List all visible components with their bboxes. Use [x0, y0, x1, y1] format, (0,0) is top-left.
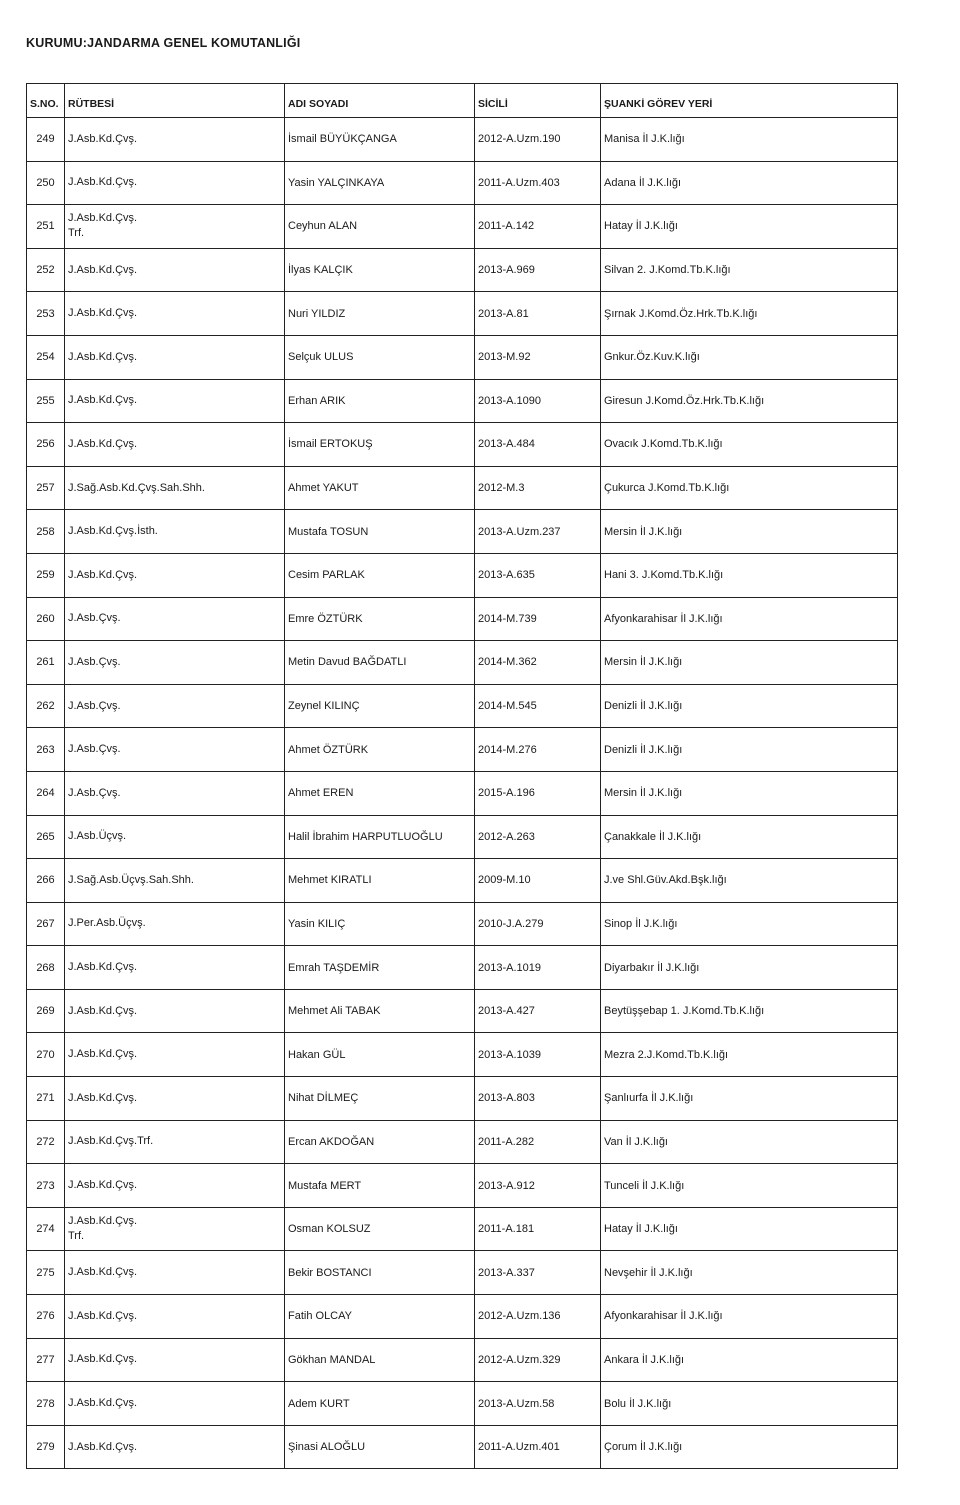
- table-row: [27, 1382, 898, 1426]
- cell-sno: 273: [27, 1164, 65, 1208]
- cell-rank: J.Asb.Kd.Çvş. Trf.: [65, 205, 285, 249]
- cell-name: Osman KOLSUZ: [285, 1207, 475, 1251]
- cell-registry: 2013-A.635: [475, 553, 601, 597]
- table-row: [27, 510, 898, 554]
- cell-sno: 253: [27, 292, 65, 336]
- cell-registry: 2013-A.1090: [475, 379, 601, 423]
- table-row: [27, 1338, 898, 1382]
- table-row: [27, 946, 898, 990]
- cell-sno: 250: [27, 161, 65, 205]
- table-row: [27, 597, 898, 641]
- cell-duty-station: Mersin İl J.K.lığı: [601, 510, 898, 554]
- cell-sno: 279: [27, 1425, 65, 1469]
- cell-sno: 274: [27, 1207, 65, 1251]
- cell-duty-station: Beytüşşebap 1. J.Komd.Tb.K.lığı: [601, 989, 898, 1033]
- cell-duty-station: Şırnak J.Komd.Öz.Hrk.Tb.K.lığı: [601, 292, 898, 336]
- cell-sno: 266: [27, 859, 65, 903]
- cell-rank: J.Per.Asb.Üçvş.: [65, 902, 285, 946]
- cell-sno: 257: [27, 466, 65, 510]
- cell-sno: 255: [27, 379, 65, 423]
- cell-name: Fatih OLCAY: [285, 1295, 475, 1339]
- table-header-row: [27, 84, 898, 118]
- personnel-table: [26, 83, 898, 1469]
- cell-registry: 2009-M.10: [475, 859, 601, 903]
- cell-name: Cesim PARLAK: [285, 553, 475, 597]
- cell-name: Metin Davud BAĞDATLI: [285, 641, 475, 685]
- cell-registry: 2013-A.484: [475, 423, 601, 467]
- cell-duty-station: J.ve Shl.Güv.Akd.Bşk.lığı: [601, 859, 898, 903]
- cell-duty-station: Hatay İl J.K.lığı: [601, 1207, 898, 1251]
- cell-rank: J.Asb.Kd.Çvş.: [65, 1033, 285, 1077]
- cell-name: Ahmet ÖZTÜRK: [285, 728, 475, 772]
- cell-duty-station: Manisa İl J.K.lığı: [601, 118, 898, 162]
- cell-rank: J.Asb.Kd.Çvş.: [65, 1164, 285, 1208]
- cell-registry: 2015-A.196: [475, 771, 601, 815]
- cell-registry: 2013-A.912: [475, 1164, 601, 1208]
- cell-duty-station: Şanlıurfa İl J.K.lığı: [601, 1077, 898, 1121]
- cell-rank: J.Asb.Kd.Çvş.: [65, 1251, 285, 1295]
- cell-rank: J.Asb.Kd.Çvş.: [65, 292, 285, 336]
- cell-rank: J.Asb.Kd.Çvş.: [65, 946, 285, 990]
- table-row: [27, 728, 898, 772]
- cell-name: Selçuk ULUS: [285, 335, 475, 379]
- cell-name: İsmail BÜYÜKÇANGA: [285, 118, 475, 162]
- cell-name: Zeynel KILINÇ: [285, 684, 475, 728]
- table-row: [27, 902, 898, 946]
- table-row: [27, 1033, 898, 1077]
- cell-rank: J.Asb.Kd.Çvş.: [65, 989, 285, 1033]
- cell-rank: J.Asb.Kd.Çvş.: [65, 1295, 285, 1339]
- cell-duty-station: Hatay İl J.K.lığı: [601, 205, 898, 249]
- cell-rank: J.Asb.Kd.Çvş.: [65, 1338, 285, 1382]
- column-header-name: ADI SOYADI: [285, 84, 475, 118]
- table-row: [27, 466, 898, 510]
- table-row: [27, 815, 898, 859]
- cell-sno: 263: [27, 728, 65, 772]
- cell-duty-station: Gnkur.Öz.Kuv.K.lığı: [601, 335, 898, 379]
- cell-sno: 254: [27, 335, 65, 379]
- column-header-sno: S.NO.: [27, 84, 65, 118]
- cell-sno: 272: [27, 1120, 65, 1164]
- table-row: [27, 248, 898, 292]
- cell-duty-station: Denizli İl J.K.lığı: [601, 728, 898, 772]
- cell-duty-station: Diyarbakır İl J.K.lığı: [601, 946, 898, 990]
- cell-duty-station: Afyonkarahisar İl J.K.lığı: [601, 597, 898, 641]
- cell-rank: J.Asb.Kd.Çvş.: [65, 379, 285, 423]
- cell-registry: 2013-A.81: [475, 292, 601, 336]
- cell-duty-station: Çukurca J.Komd.Tb.K.lığı: [601, 466, 898, 510]
- cell-name: Gökhan MANDAL: [285, 1338, 475, 1382]
- cell-registry: 2014-M.739: [475, 597, 601, 641]
- cell-sno: 259: [27, 553, 65, 597]
- cell-name: Mustafa TOSUN: [285, 510, 475, 554]
- cell-name: Adem KURT: [285, 1382, 475, 1426]
- column-header-registry: SİCİLİ: [475, 84, 601, 118]
- cell-sno: 270: [27, 1033, 65, 1077]
- table-row: [27, 641, 898, 685]
- cell-name: Mehmet KIRATLI: [285, 859, 475, 903]
- cell-sno: 265: [27, 815, 65, 859]
- cell-rank: J.Asb.Kd.Çvş.: [65, 1382, 285, 1426]
- cell-rank: J.Asb.Kd.Çvş.: [65, 1425, 285, 1469]
- column-header-rank: RÜTBESİ: [65, 84, 285, 118]
- table-row: [27, 1164, 898, 1208]
- cell-sno: 278: [27, 1382, 65, 1426]
- cell-name: Ahmet EREN: [285, 771, 475, 815]
- cell-duty-station: Sinop İl J.K.lığı: [601, 902, 898, 946]
- cell-sno: 269: [27, 989, 65, 1033]
- cell-name: Erhan ARIK: [285, 379, 475, 423]
- cell-duty-station: Afyonkarahisar İl J.K.lığı: [601, 1295, 898, 1339]
- cell-name: Yasin YALÇINKAYA: [285, 161, 475, 205]
- cell-name: Nuri YILDIZ: [285, 292, 475, 336]
- cell-rank: J.Asb.Kd.Çvş.: [65, 335, 285, 379]
- cell-name: Emre ÖZTÜRK: [285, 597, 475, 641]
- cell-sno: 258: [27, 510, 65, 554]
- cell-sno: 251: [27, 205, 65, 249]
- cell-registry: 2010-J.A.279: [475, 902, 601, 946]
- table-row: [27, 379, 898, 423]
- cell-registry: 2013-A.1019: [475, 946, 601, 990]
- cell-registry: 2011-A.Uzm.401: [475, 1425, 601, 1469]
- table-row: [27, 553, 898, 597]
- table-row: [27, 684, 898, 728]
- cell-duty-station: Ankara İl J.K.lığı: [601, 1338, 898, 1382]
- cell-sno: 261: [27, 641, 65, 685]
- table-row: [27, 1251, 898, 1295]
- table-row: [27, 335, 898, 379]
- cell-duty-station: Denizli İl J.K.lığı: [601, 684, 898, 728]
- cell-sno: 249: [27, 118, 65, 162]
- cell-registry: 2014-M.276: [475, 728, 601, 772]
- cell-registry: 2012-A.263: [475, 815, 601, 859]
- cell-duty-station: Tunceli İl J.K.lığı: [601, 1164, 898, 1208]
- cell-registry: 2014-M.362: [475, 641, 601, 685]
- cell-registry: 2013-A.337: [475, 1251, 601, 1295]
- cell-registry: 2012-A.Uzm.329: [475, 1338, 601, 1382]
- cell-sno: 277: [27, 1338, 65, 1382]
- cell-rank: J.Asb.Kd.Çvş.: [65, 248, 285, 292]
- cell-duty-station: Van İl J.K.lığı: [601, 1120, 898, 1164]
- cell-duty-station: Silvan 2. J.Komd.Tb.K.lığı: [601, 248, 898, 292]
- cell-name: Ceyhun ALAN: [285, 205, 475, 249]
- cell-registry: 2011-A.181: [475, 1207, 601, 1251]
- cell-duty-station: Adana İl J.K.lığı: [601, 161, 898, 205]
- cell-duty-station: Ovacık J.Komd.Tb.K.lığı: [601, 423, 898, 467]
- cell-registry: 2011-A.142: [475, 205, 601, 249]
- cell-sno: 271: [27, 1077, 65, 1121]
- table-row: [27, 205, 898, 249]
- cell-registry: 2011-A.Uzm.403: [475, 161, 601, 205]
- cell-registry: 2013-A.969: [475, 248, 601, 292]
- table-row: [27, 989, 898, 1033]
- cell-duty-station: Giresun J.Komd.Öz.Hrk.Tb.K.lığı: [601, 379, 898, 423]
- cell-name: İlyas KALÇIK: [285, 248, 475, 292]
- cell-name: Şinasi ALOĞLU: [285, 1425, 475, 1469]
- cell-registry: 2013-A.803: [475, 1077, 601, 1121]
- cell-rank: J.Asb.Çvş.: [65, 597, 285, 641]
- cell-duty-station: Hani 3. J.Komd.Tb.K.lığı: [601, 553, 898, 597]
- cell-rank: J.Asb.Kd.Çvş.İsth.: [65, 510, 285, 554]
- cell-registry: 2014-M.545: [475, 684, 601, 728]
- column-header-duty-station: ŞUANKİ GÖREV YERİ: [601, 84, 898, 118]
- table-row: [27, 1207, 898, 1251]
- cell-registry: 2013-M.92: [475, 335, 601, 379]
- cell-rank: J.Asb.Kd.Çvş. Trf.: [65, 1207, 285, 1251]
- cell-registry: 2012-A.Uzm.190: [475, 118, 601, 162]
- cell-registry: 2013-A.1039: [475, 1033, 601, 1077]
- cell-sno: 267: [27, 902, 65, 946]
- cell-duty-station: Çorum İl J.K.lığı: [601, 1425, 898, 1469]
- table-row: [27, 859, 898, 903]
- cell-sno: 264: [27, 771, 65, 815]
- cell-duty-station: Bolu İl J.K.lığı: [601, 1382, 898, 1426]
- table-row: [27, 1077, 898, 1121]
- cell-rank: J.Asb.Çvş.: [65, 641, 285, 685]
- cell-name: Hakan GÜL: [285, 1033, 475, 1077]
- cell-duty-station: Çanakkale İl J.K.lığı: [601, 815, 898, 859]
- cell-rank: J.Asb.Çvş.: [65, 771, 285, 815]
- cell-registry: 2013-A.427: [475, 989, 601, 1033]
- cell-name: Halil İbrahim HARPUTLUOĞLU: [285, 815, 475, 859]
- cell-sno: 276: [27, 1295, 65, 1339]
- cell-rank: J.Asb.Kd.Çvş.: [65, 553, 285, 597]
- cell-rank: J.Asb.Üçvş.: [65, 815, 285, 859]
- table-row: [27, 1425, 898, 1469]
- cell-registry: 2013-A.Uzm.237: [475, 510, 601, 554]
- cell-rank: J.Asb.Çvş.: [65, 684, 285, 728]
- table-row: [27, 161, 898, 205]
- document-title: KURUMU:JANDARMA GENEL KOMUTANLIĞI: [26, 36, 301, 50]
- table-row: [27, 292, 898, 336]
- cell-name: Nihat DİLMEÇ: [285, 1077, 475, 1121]
- table-row: [27, 1295, 898, 1339]
- cell-rank: J.Asb.Kd.Çvş.: [65, 161, 285, 205]
- table-row: [27, 771, 898, 815]
- cell-rank: J.Asb.Çvş.: [65, 728, 285, 772]
- cell-duty-station: Mezra 2.J.Komd.Tb.K.lığı: [601, 1033, 898, 1077]
- cell-name: Mehmet Ali TABAK: [285, 989, 475, 1033]
- cell-sno: 262: [27, 684, 65, 728]
- cell-sno: 275: [27, 1251, 65, 1295]
- cell-registry: 2012-M.3: [475, 466, 601, 510]
- cell-sno: 268: [27, 946, 65, 990]
- table-row: [27, 118, 898, 162]
- cell-duty-station: Nevşehir İl J.K.lığı: [601, 1251, 898, 1295]
- cell-registry: 2013-A.Uzm.58: [475, 1382, 601, 1426]
- cell-name: Bekir BOSTANCI: [285, 1251, 475, 1295]
- cell-name: İsmail ERTOKUŞ: [285, 423, 475, 467]
- cell-rank: J.Sağ.Asb.Üçvş.Sah.Shh.: [65, 859, 285, 903]
- cell-rank: J.Asb.Kd.Çvş.: [65, 1077, 285, 1121]
- cell-sno: 252: [27, 248, 65, 292]
- cell-rank: J.Sağ.Asb.Kd.Çvş.Sah.Shh.: [65, 466, 285, 510]
- cell-sno: 256: [27, 423, 65, 467]
- cell-sno: 260: [27, 597, 65, 641]
- cell-name: Ahmet YAKUT: [285, 466, 475, 510]
- cell-rank: J.Asb.Kd.Çvş.: [65, 118, 285, 162]
- cell-duty-station: Mersin İl J.K.lığı: [601, 771, 898, 815]
- cell-registry: 2011-A.282: [475, 1120, 601, 1164]
- cell-name: Yasin KILIÇ: [285, 902, 475, 946]
- table-row: [27, 423, 898, 467]
- cell-name: Mustafa MERT: [285, 1164, 475, 1208]
- cell-duty-station: Mersin İl J.K.lığı: [601, 641, 898, 685]
- cell-rank: J.Asb.Kd.Çvş.Trf.: [65, 1120, 285, 1164]
- table-row: [27, 1120, 898, 1164]
- cell-name: Emrah TAŞDEMİR: [285, 946, 475, 990]
- cell-name: Ercan AKDOĞAN: [285, 1120, 475, 1164]
- cell-registry: 2012-A.Uzm.136: [475, 1295, 601, 1339]
- cell-rank: J.Asb.Kd.Çvş.: [65, 423, 285, 467]
